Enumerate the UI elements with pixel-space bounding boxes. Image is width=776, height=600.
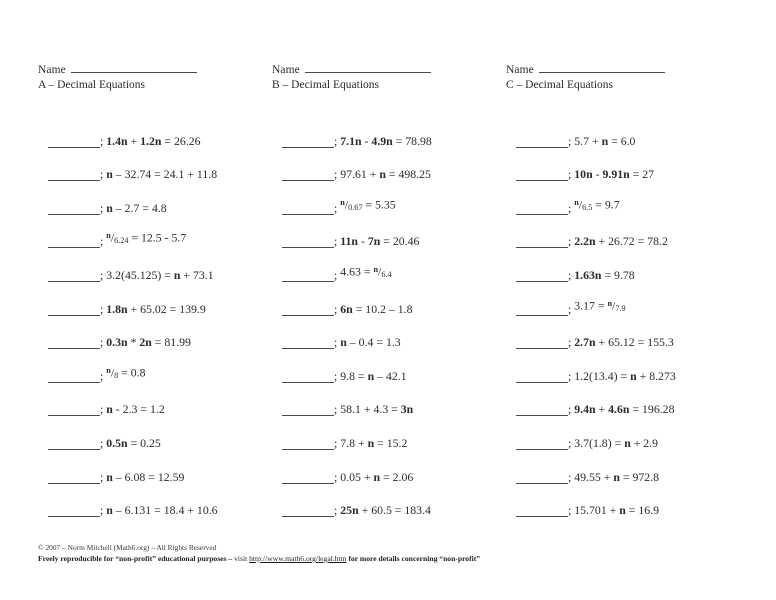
column-title-c: C – Decimal Equations xyxy=(506,79,613,91)
equation: 3.17 = $^n$/7.9 xyxy=(574,297,625,316)
fraction-numerator: n xyxy=(106,231,111,241)
fraction-numerator: n xyxy=(340,197,345,207)
problem-list-c xyxy=(506,114,740,517)
answer-blank[interactable] xyxy=(282,438,334,450)
equation: 1.4n + 1.2n = 26.26 xyxy=(106,133,201,148)
page-footer xyxy=(38,543,738,564)
fraction-denominator: 6.4 xyxy=(381,269,392,279)
fraction-slash: / xyxy=(344,197,349,212)
name-input-blank-a[interactable] xyxy=(71,62,197,73)
equation: 7.1n - 4.9n = 78.98 xyxy=(340,133,432,148)
license-link[interactable]: http://www.math6.org/legal.htm xyxy=(249,554,347,563)
fraction-denominator: 7.9 xyxy=(615,303,626,313)
answer-blank[interactable] xyxy=(48,505,100,517)
fraction-slash: / xyxy=(378,264,382,279)
problem-row xyxy=(506,450,740,484)
license-visit: visit xyxy=(234,554,250,563)
answer-blank[interactable] xyxy=(516,304,568,316)
equation: 1.8n + 65.02 = 139.9 xyxy=(106,301,206,316)
separator: ; xyxy=(100,368,104,383)
problem-row xyxy=(272,148,506,182)
problem-row xyxy=(272,282,506,316)
equation: 4.63 = $^n$/6.4 xyxy=(340,263,391,282)
separator: ; xyxy=(568,133,572,148)
answer-blank[interactable] xyxy=(516,472,568,484)
answer-blank[interactable] xyxy=(48,236,100,248)
fraction xyxy=(607,297,625,316)
license-suffix: for more details concerning “non-profit” xyxy=(346,554,481,563)
answer-blank[interactable] xyxy=(282,169,334,181)
problem-row xyxy=(38,450,272,484)
license-prefix: Freely reproducible for “non-profit” educational purposes – xyxy=(38,554,235,563)
equation: 6n = 10.2 – 1.8 xyxy=(340,301,413,316)
separator: ; xyxy=(334,301,338,316)
equation: 3.7(1.8) = n + 2.9 xyxy=(574,435,659,450)
answer-blank[interactable] xyxy=(516,438,568,450)
separator: ; xyxy=(568,402,572,417)
separator: ; xyxy=(100,200,104,215)
separator: ; xyxy=(334,435,338,450)
fraction xyxy=(373,263,391,282)
equation: 0.05 + n = 2.06 xyxy=(340,469,414,484)
equation: 9.4n + 4.6n = 196.28 xyxy=(574,402,675,417)
problem-row xyxy=(506,383,740,417)
equation: 25n + 60.5 = 183.4 xyxy=(340,503,431,518)
answer-blank[interactable] xyxy=(48,472,100,484)
problem-row xyxy=(506,248,740,282)
equation: 58.1 + 4.3 = 3n xyxy=(340,402,414,417)
separator: ; xyxy=(100,167,104,182)
answer-blank[interactable] xyxy=(282,304,334,316)
separator: ; xyxy=(334,167,338,182)
equation: $^n$/8 = 0.8 xyxy=(106,364,145,383)
separator: ; xyxy=(100,234,104,249)
answer-blank[interactable] xyxy=(282,203,334,215)
problem-row xyxy=(506,416,740,450)
separator: ; xyxy=(568,368,572,383)
answer-blank[interactable] xyxy=(282,337,334,349)
problem-row xyxy=(38,349,272,383)
name-label-c: Name xyxy=(506,64,534,76)
problem-row xyxy=(272,450,506,484)
equation: n – 6.131 = 18.4 + 10.6 xyxy=(106,503,218,518)
answer-blank[interactable] xyxy=(48,136,100,148)
separator: ; xyxy=(100,301,104,316)
problem-row xyxy=(272,215,506,249)
fraction-numerator: n xyxy=(607,298,613,308)
equation: 2.7n + 65.12 = 155.3 xyxy=(574,335,674,350)
fraction xyxy=(340,196,362,215)
fraction-slash: / xyxy=(578,197,583,212)
problem-row xyxy=(506,282,740,316)
fraction-numerator: n xyxy=(106,365,111,375)
separator: ; xyxy=(100,503,104,518)
problem-row xyxy=(272,181,506,215)
equation: 5.7 + n = 6.0 xyxy=(574,133,636,148)
equation: 9.8 = n – 42.1 xyxy=(340,368,407,383)
equation: n – 32.74 = 24.1 + 11.8 xyxy=(106,167,218,182)
equation: n – 2.7 = 4.8 xyxy=(106,200,167,215)
answer-blank[interactable] xyxy=(516,404,568,416)
name-line-c xyxy=(506,62,740,77)
problem-row xyxy=(506,215,740,249)
problem-row xyxy=(506,484,740,518)
problem-row xyxy=(38,316,272,350)
answer-blank[interactable] xyxy=(282,371,334,383)
equation: $^n$/0.67 = 5.35 xyxy=(340,196,395,215)
problem-row xyxy=(38,114,272,148)
problem-row xyxy=(506,114,740,148)
name-line-a xyxy=(38,62,272,77)
equation: n - 2.3 = 1.2 xyxy=(106,402,165,417)
fraction-slash: / xyxy=(110,365,115,380)
separator: ; xyxy=(334,335,338,350)
problem-row xyxy=(38,282,272,316)
worksheet-column-c xyxy=(506,62,740,517)
separator: ; xyxy=(568,267,572,282)
separator: ; xyxy=(568,301,572,316)
column-title-b: B – Decimal Equations xyxy=(272,79,379,91)
name-input-blank-c[interactable] xyxy=(539,62,665,73)
separator: ; xyxy=(334,368,338,383)
equation: 10n - 9.91n = 27 xyxy=(574,167,655,182)
answer-blank[interactable] xyxy=(282,472,334,484)
answer-blank[interactable] xyxy=(516,136,568,148)
separator: ; xyxy=(568,435,572,450)
answer-blank[interactable] xyxy=(516,371,568,383)
problem-row xyxy=(38,416,272,450)
equation: n – 0.4 = 1.3 xyxy=(340,335,401,350)
problem-row xyxy=(272,484,506,518)
separator: ; xyxy=(568,167,572,182)
fraction-slash: / xyxy=(110,230,115,245)
separator: ; xyxy=(568,469,572,484)
fraction-denominator: 8 xyxy=(114,370,119,380)
problem-row xyxy=(272,349,506,383)
separator: ; xyxy=(334,267,338,282)
problem-row xyxy=(272,248,506,282)
name-input-blank-b[interactable] xyxy=(305,62,431,73)
equation: $^n$/6.24 = 12.5 - 5.7 xyxy=(106,229,186,248)
answer-blank[interactable] xyxy=(48,304,100,316)
fraction-numerator: n xyxy=(574,197,579,207)
equation: 15.701 + n = 16.9 xyxy=(574,503,660,518)
problem-row xyxy=(506,148,740,182)
separator: ; xyxy=(100,435,104,450)
answer-blank[interactable] xyxy=(282,270,334,282)
answer-blank[interactable] xyxy=(516,203,568,215)
answer-blank[interactable] xyxy=(516,236,568,248)
equation: 2.2n + 26.72 = 78.2 xyxy=(574,234,668,249)
problem-row xyxy=(38,248,272,282)
answer-blank[interactable] xyxy=(48,371,100,383)
problem-list-b xyxy=(272,114,506,517)
equation: n – 6.08 = 12.59 xyxy=(106,469,185,484)
problem-row xyxy=(38,484,272,518)
problem-row xyxy=(38,215,272,249)
equation: 1.63n = 9.78 xyxy=(574,267,635,282)
problem-row xyxy=(38,383,272,417)
worksheet-columns xyxy=(38,62,742,517)
separator: ; xyxy=(100,267,104,282)
fraction-numerator: n xyxy=(373,265,379,275)
separator: ; xyxy=(334,200,338,215)
equation: 7.8 + n = 15.2 xyxy=(340,435,408,450)
equation: 3.2(45.125) = n + 73.1 xyxy=(106,267,214,282)
equation: $^n$/6.5 = 9.7 xyxy=(574,196,619,215)
answer-blank[interactable] xyxy=(516,337,568,349)
problem-row xyxy=(272,114,506,148)
separator: ; xyxy=(334,503,338,518)
answer-blank[interactable] xyxy=(516,169,568,181)
fraction-denominator: 6.5 xyxy=(582,202,593,212)
equation: 11n - 7n = 20.46 xyxy=(340,234,420,249)
answer-blank[interactable] xyxy=(516,505,568,517)
problem-row xyxy=(506,349,740,383)
problem-row xyxy=(38,148,272,182)
fraction xyxy=(574,196,592,215)
fraction xyxy=(106,364,118,383)
separator: ; xyxy=(334,133,338,148)
separator: ; xyxy=(568,335,572,350)
fraction xyxy=(106,229,128,248)
worksheet-column-b xyxy=(272,62,506,517)
problem-row xyxy=(272,316,506,350)
worksheet-column-a xyxy=(38,62,272,517)
problem-row xyxy=(272,416,506,450)
separator: ; xyxy=(334,234,338,249)
answer-blank[interactable] xyxy=(48,270,100,282)
separator: ; xyxy=(100,133,104,148)
answer-blank[interactable] xyxy=(48,337,100,349)
separator: ; xyxy=(100,402,104,417)
answer-blank[interactable] xyxy=(48,438,100,450)
problem-row xyxy=(506,181,740,215)
answer-blank[interactable] xyxy=(282,236,334,248)
copyright-text: © 2007 – Norm Mitchell (Math6.org) – All Rights Reserved xyxy=(38,543,217,552)
equation: 1.2(13.4) = n + 8.273 xyxy=(574,368,676,383)
separator: ; xyxy=(568,234,572,249)
answer-blank[interactable] xyxy=(48,169,100,181)
equation: 0.3n * 2n = 81.99 xyxy=(106,335,191,350)
answer-blank[interactable] xyxy=(48,404,100,416)
separator: ; xyxy=(100,469,104,484)
answer-blank[interactable] xyxy=(282,505,334,517)
problem-row xyxy=(506,316,740,350)
fraction-slash: / xyxy=(612,298,616,313)
name-line-b xyxy=(272,62,506,77)
problem-row xyxy=(38,181,272,215)
name-label-a: Name xyxy=(38,64,66,76)
answer-blank[interactable] xyxy=(516,270,568,282)
equation: 0.5n = 0.25 xyxy=(106,435,161,450)
separator: ; xyxy=(334,469,338,484)
problem-row xyxy=(272,383,506,417)
answer-blank[interactable] xyxy=(48,203,100,215)
separator: ; xyxy=(568,503,572,518)
fraction-denominator: 0.67 xyxy=(348,202,363,212)
name-label-b: Name xyxy=(272,64,300,76)
fraction-denominator: 6.24 xyxy=(114,236,129,246)
answer-blank[interactable] xyxy=(282,404,334,416)
answer-blank[interactable] xyxy=(282,136,334,148)
problem-list-a xyxy=(38,114,272,517)
separator: ; xyxy=(334,402,338,417)
separator: ; xyxy=(568,200,572,215)
equation: 97.61 + n = 498.25 xyxy=(340,167,431,182)
separator: ; xyxy=(100,335,104,350)
equation: 49.55 + n = 972.8 xyxy=(574,469,660,484)
license-text xyxy=(38,553,738,564)
column-title-a: A – Decimal Equations xyxy=(38,79,145,91)
